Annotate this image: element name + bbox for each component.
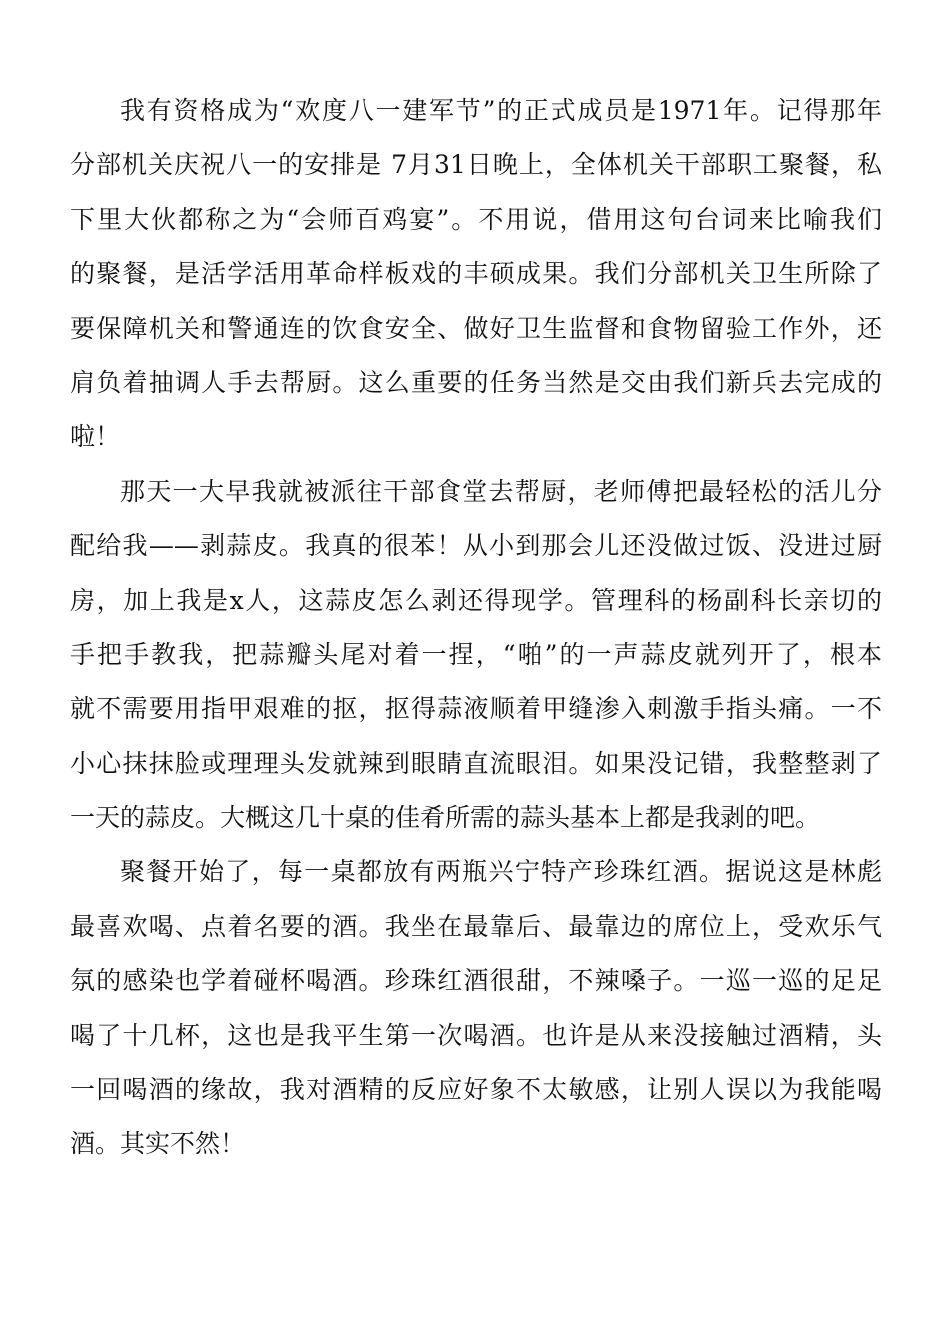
paragraph-3 bbox=[70, 845, 882, 1171]
text-line: 要保障机关和警通连的饮食安全、做好卫生监督和食物留验工作外，还 bbox=[70, 313, 882, 343]
text-line: 就不需要用指甲艰难的抠，抠得蒜液顺着甲缝渗入刺激手指头痛。一不 bbox=[70, 694, 882, 724]
text-line: 肩负着抽调人手去帮厨。这么重要的任务当然是交由我们新兵去完成的 bbox=[70, 367, 882, 397]
text-line: 配给我——剥蒜皮。我真的很苯！从小到那会儿还没做过饭、没进过厨 bbox=[70, 531, 882, 561]
text-line: 手把手教我，把蒜瓣头尾对着一捏，“啪”的一声蒜皮就列开了，根本 bbox=[70, 639, 882, 669]
text-line: 我有资格成为“欢度八一建军节”的正式成员是1971年。记得那年 bbox=[120, 96, 882, 125]
text-line: 喝了十几杯，这也是我平生第一次喝酒。也许是从来没接触过酒精，头 bbox=[70, 1020, 882, 1050]
text-line: 下里大伙都称之为“会师百鸡宴”。不用说，借用这句台词来比喻我们 bbox=[70, 204, 882, 234]
text-line: 氛的感染也学着碰杯喝酒。珍珠红酒很甜，不辣嗓子。一巡一巡的足足 bbox=[70, 966, 882, 996]
text-line: 那天一大早我就被派往干部食堂去帮厨，老师傅把最轻松的活儿分 bbox=[120, 476, 882, 506]
text-line: 啦！ bbox=[70, 422, 121, 452]
text-line: 分部机关庆祝八一的安排是 7月31日晚上，全体机关干部职工聚餐，私 bbox=[70, 150, 882, 180]
document-body bbox=[70, 84, 882, 1172]
text-line: 房，加上我是x人，这蒜皮怎么剥还得现学。管理科的杨副科长亲切的 bbox=[70, 585, 882, 615]
text-line: 酒。其实不然！ bbox=[70, 1129, 246, 1159]
paragraph-1 bbox=[70, 84, 882, 465]
text-line: 一回喝酒的缘故，我对酒精的反应好象不太敏感，让别人误以为我能喝 bbox=[70, 1075, 882, 1105]
text-line: 聚餐开始了，每一桌都放有两瓶兴宁特产珍珠红酒。据说这是林彪 bbox=[120, 857, 882, 887]
paragraph-2 bbox=[70, 465, 882, 846]
text-line: 的聚餐，是活学活用革命样板戏的丰硕成果。我们分部机关卫生所除了 bbox=[70, 259, 882, 289]
text-line: 一天的蒜皮。大概这几十桌的佳肴所需的蒜头基本上都是我剥的吧。 bbox=[70, 803, 821, 833]
text-line: 小心抹抹脸或理理头发就辣到眼睛直流眼泪。如果没记错，我整整剥了 bbox=[70, 748, 882, 778]
text-line: 最喜欢喝、点着名要的酒。我坐在最靠后、最靠边的席位上，受欢乐气 bbox=[70, 911, 882, 941]
